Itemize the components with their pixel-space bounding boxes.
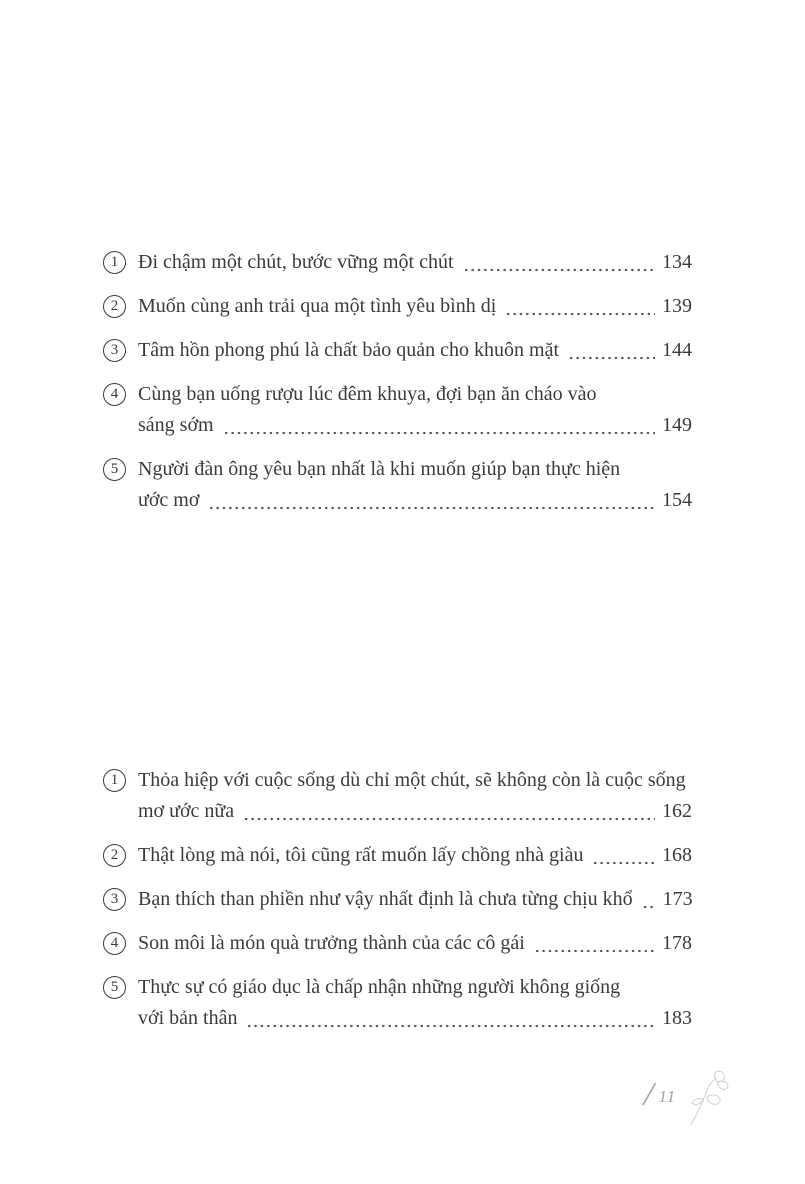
entry-title-text: mơ ước nữa [138, 800, 235, 822]
entry-number-circle: 5 [103, 458, 126, 481]
entry-line [138, 379, 692, 410]
entry-line [138, 796, 692, 827]
entry-number-circle: 4 [103, 932, 126, 955]
entry-title-text: Thực sự có giáo dục là chấp nhận những người không giống [138, 976, 621, 998]
entry-number-circle: 2 [103, 844, 126, 867]
entry-title-text: Cùng bạn uống rượu lúc đêm khuya, đợi bạn ăn cháo vào [138, 383, 597, 405]
flower-sketch-icon [682, 1070, 730, 1126]
entry-page-number: 173 [662, 888, 693, 910]
entry-number-circle: 1 [103, 251, 126, 274]
entry-number-circle: 3 [103, 339, 126, 362]
entry-body [138, 840, 692, 871]
entry-line [138, 485, 692, 516]
toc-entry [103, 379, 692, 441]
entry-line [138, 884, 692, 915]
dotted-leader [243, 796, 655, 827]
entry-body [138, 972, 692, 1034]
entry-body [138, 765, 692, 827]
entry-line [138, 840, 692, 871]
page-footer [644, 1064, 730, 1126]
dotted-leader [223, 410, 655, 441]
folio [643, 1075, 677, 1114]
entry-number-circle: 3 [103, 888, 126, 911]
entry-body [138, 335, 692, 366]
entry-page-number: 183 [662, 1007, 692, 1029]
entry-page-number: 168 [662, 844, 692, 866]
entry-line [138, 454, 692, 485]
entry-page-number: 139 [662, 295, 692, 317]
entry-body [138, 247, 692, 278]
dotted-leader [208, 485, 655, 516]
entry-number-circle: 1 [103, 769, 126, 792]
toc-entry [103, 928, 692, 959]
entry-page-number: 162 [662, 800, 692, 822]
entry-line [138, 765, 692, 796]
entry-title-text: Người đàn ông yêu bạn nhất là khi muốn giúp bạn thực hiện [138, 458, 621, 480]
dotted-leader [463, 247, 655, 278]
entry-body [138, 884, 692, 915]
toc-entry [103, 765, 692, 827]
entry-title-text: Thỏa hiệp với cuộc sống dù chỉ một chút, sẽ không còn là cuộc sống [138, 769, 686, 791]
entry-line [138, 410, 692, 441]
dotted-leader [568, 335, 655, 366]
entry-number-circle: 5 [103, 976, 126, 999]
dotted-leader [592, 840, 655, 871]
toc-entry [103, 335, 692, 366]
toc-entry [103, 884, 692, 915]
entry-title-text: Bạn thích than phiền như vậy nhất định là chưa từng chịu khổ [138, 888, 633, 910]
entry-title-text: ước mơ [138, 489, 200, 511]
entry-line [138, 247, 692, 278]
entry-title-text: Tâm hồn phong phú là chất bảo quản cho khuôn mặt [138, 339, 560, 361]
entry-title-text: với bản thân [138, 1007, 238, 1029]
toc-entry [103, 840, 692, 871]
entry-line [138, 291, 692, 322]
toc-entry [103, 291, 692, 322]
flower-sketch-strokes [691, 1071, 728, 1124]
entry-title-text: Đi chậm một chút, bước vững một chút [138, 251, 454, 273]
toc-section-1 [103, 247, 692, 529]
entry-title-text: sáng sớm [138, 414, 214, 436]
entry-number-circle: 4 [103, 383, 126, 406]
toc-entry [103, 247, 692, 278]
dotted-leader [534, 928, 655, 959]
entry-title-text: Son môi là món quà trưởng thành của các cô gái [138, 932, 525, 954]
entry-line [138, 335, 692, 366]
dotted-leader [246, 1003, 655, 1034]
entry-number-circle: 2 [103, 295, 126, 318]
entry-line [138, 1003, 692, 1034]
entry-title-text: Thật lòng mà nói, tôi cũng rất muốn lấy chồng nhà giàu [138, 844, 584, 866]
entry-page-number: 144 [662, 339, 692, 361]
entry-line [138, 928, 692, 959]
entry-line [138, 972, 692, 1003]
entry-body [138, 291, 692, 322]
dotted-leader [642, 884, 656, 915]
entry-page-number: 178 [662, 932, 692, 954]
entry-body [138, 928, 692, 959]
entry-page-number: 154 [662, 489, 692, 511]
toc-section-2 [103, 765, 692, 1047]
entry-body [138, 454, 692, 516]
entry-title-text: Muốn cùng anh trải qua một tình yêu bình dị [138, 295, 497, 317]
entry-page-number: 134 [662, 251, 692, 273]
toc-entry [103, 972, 692, 1034]
folio-page-number: 11 [658, 1087, 677, 1106]
entry-body [138, 379, 692, 441]
entry-page-number: 149 [662, 414, 692, 436]
toc-entry [103, 454, 692, 516]
folio-slash: / [643, 1075, 655, 1114]
dotted-leader [505, 291, 655, 322]
